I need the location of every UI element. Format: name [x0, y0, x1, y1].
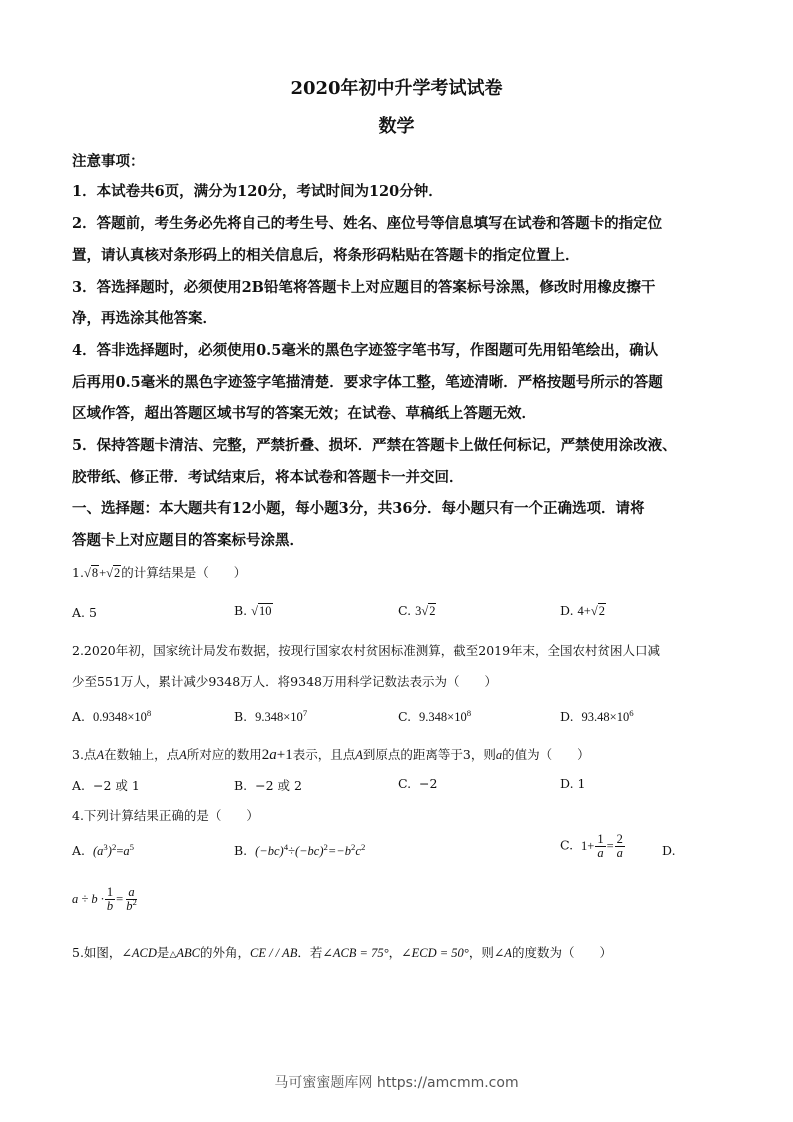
- notice-line: 区域作答，超出答题区域书写的答案无效；在试卷、草稿纸上答题无效．: [72, 405, 536, 422]
- notice-line: 5．保持答题卡清洁、完整，严禁折叠、损坏．严禁在答题卡上做任何标记，严禁使用涂改液、: [72, 437, 677, 454]
- q2-option-a: A. $0.9348\times 10^8$: [72, 708, 152, 724]
- subject-title: 数学: [378, 116, 415, 137]
- q3-option-c: C. −2: [398, 776, 438, 791]
- notice-line: 净，再选涂其他答案．: [72, 310, 217, 327]
- section-heading: 答题卡上对应题目的答案标号涂黑．: [72, 532, 304, 549]
- q4-option-b: B. $(-bc)^4\div(-bc)^2=-b^2c^2$: [234, 842, 366, 858]
- notice-line: 4．答非选择题时，必须使用0.5毫米的黑色字迹签字笔书写，作图题可先用铅笔绘出，确认: [72, 342, 659, 359]
- notice-line: 1．本试卷共6页，满分为120分，考试时间为120分钟．: [72, 183, 443, 200]
- q4-option-a: A. $(a^3)^2=a^5$: [72, 842, 134, 858]
- exam-title: 2020年初中升学考试试卷: [290, 78, 503, 99]
- q1-option-b: B. √10: [234, 603, 272, 618]
- q2-option-c: C. $9.348\times 10^8$: [398, 708, 472, 724]
- notice-line: 2．答题前，考生务必先将自己的考生号、姓名、座位号等信息填写在试卷和答题卡的指定位: [72, 215, 663, 232]
- question-1-stem: 1.√8+√2的计算结果是（ ）: [72, 565, 247, 580]
- question-2-stem: 2.2020年初，国家统计局发布数据，按现行国家农村贫困标准测算，截至2019年末，全国农村贫困人口减: [72, 643, 661, 658]
- notice-line: 3．答选择题时，必须使用2B铅笔将答题卡上对应题目的答案标号涂黑，修改时用橡皮擦干: [72, 279, 656, 296]
- q3-option-b: B. −2 或 2: [234, 778, 302, 793]
- q2-option-d: D. $93.48\times 10^6$: [560, 708, 634, 724]
- q2-option-b: B. $9.348\times 10^7$: [234, 708, 308, 724]
- q1-option-c: C. 3√2: [398, 603, 436, 618]
- q3-option-a: A. −2 或 1: [72, 778, 140, 793]
- q4-option-c: C. 1+ $\frac{1}{a}$ = $\frac{2}{a}$: [560, 832, 623, 861]
- question-5-stem: 5.如图，∠ACD是△ABC的外角，CE / / AB．若∠ACB = 75°，∠ECD = 50°，则∠A的度数为（ ）: [72, 945, 612, 960]
- q3-option-d: D. 1: [560, 776, 586, 791]
- q4-option-d: a ÷ b · $\frac{1}{b}$ = $\frac{a}{b^2}$: [72, 885, 137, 914]
- notice-heading: 注意事项：: [72, 153, 145, 170]
- notice-line: 后再用0.5毫米的黑色字迹签字笔描清楚．要求字体工整，笔迹清晰．严格按题号所示的答题: [72, 374, 663, 391]
- section-heading: 一、选择题：本大题共有12小题，每小题3分，共36分．每小题只有一个正确选项．请将: [72, 500, 645, 517]
- q4-option-d-label: D.: [662, 843, 676, 858]
- notice-line: 置，请认真核对条形码上的相关信息后，将条形码粘贴在答题卡的指定位置上．: [72, 247, 580, 264]
- question-2-stem: 少至551万人，累计减少9348万人．将9348万用科学记数法表示为（ ）: [72, 674, 497, 689]
- question-3-stem: 3.点A在数轴上，点A所对应的数用2a+1表示，且点A到原点的距离等于3，则a的值为（ ）: [72, 747, 590, 763]
- notice-line: 胶带纸、修正带．考试结束后，将本试卷和答题卡一并交回．: [72, 469, 464, 486]
- q1-option-a: A. 5: [72, 605, 97, 620]
- q1-option-d: D. 4+√2: [560, 603, 605, 618]
- footer-watermark: 马可蜜蜜题库网 https://amcmm.com: [274, 1075, 519, 1091]
- question-4-stem: 4.下列计算结果正确的是（ ）: [72, 808, 259, 823]
